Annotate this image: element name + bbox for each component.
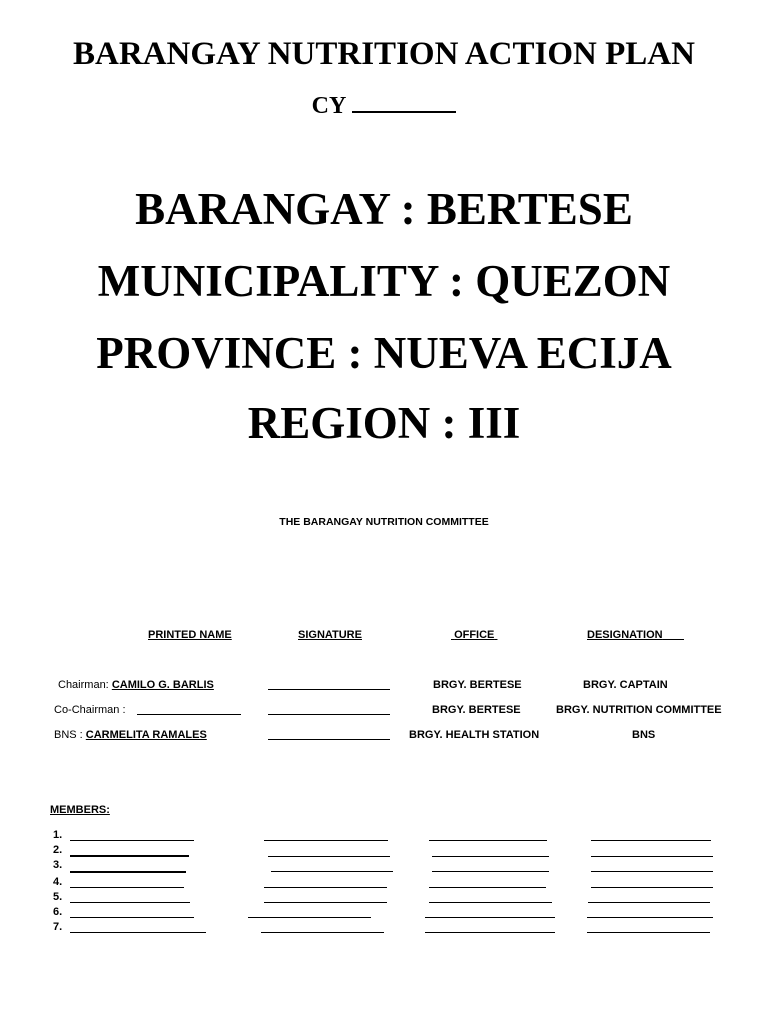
officer-office: BRGY. BERTESE bbox=[432, 704, 521, 716]
role-label: Chairman: bbox=[58, 679, 109, 691]
member-number: 1. bbox=[53, 829, 63, 841]
member-office-line bbox=[432, 871, 549, 872]
cy-blank bbox=[352, 91, 456, 113]
officer-designation: BRGY. CAPTAIN bbox=[583, 679, 668, 691]
member-designation-line bbox=[591, 856, 713, 857]
municipality-line: MUNICIPALITY : QUEZON bbox=[97, 256, 671, 306]
role-label: Co-Chairman : bbox=[54, 704, 126, 716]
officer-row-chairman bbox=[58, 679, 214, 691]
barangay-line: BARANGAY : BERTESE bbox=[135, 184, 633, 234]
member-office-line bbox=[429, 902, 552, 903]
member-designation-line bbox=[591, 887, 713, 888]
province-line: PROVINCE : NUEVA ECIJA bbox=[96, 328, 672, 378]
member-number: 3. bbox=[53, 859, 63, 871]
member-number: 7. bbox=[53, 921, 63, 933]
col-office: OFFICE bbox=[454, 629, 495, 641]
member-designation-line bbox=[591, 840, 711, 841]
member-office-line bbox=[425, 932, 555, 933]
document-title: BARANGAY NUTRITION ACTION PLAN bbox=[73, 36, 695, 72]
officer-row-bns bbox=[54, 729, 207, 741]
member-signature-line bbox=[248, 917, 371, 918]
officer-office: BRGY. HEALTH STATION bbox=[409, 729, 540, 741]
officer-name: CAMILO G. BARLIS bbox=[111, 679, 214, 691]
member-name-line bbox=[70, 902, 190, 903]
member-number: 6. bbox=[53, 906, 63, 918]
member-name-line bbox=[70, 855, 189, 857]
role-label: BNS : bbox=[54, 729, 83, 741]
member-number: 2. bbox=[53, 844, 63, 856]
col-designation: DESIGNATION bbox=[587, 629, 663, 641]
member-name-line bbox=[70, 840, 194, 841]
member-signature-line bbox=[268, 856, 390, 857]
member-number: 5. bbox=[53, 891, 63, 903]
col-signature: SIGNATURE bbox=[298, 629, 362, 641]
members-label: MEMBERS: bbox=[50, 804, 110, 816]
member-designation-line bbox=[588, 902, 710, 903]
member-name-line bbox=[70, 871, 186, 873]
member-name-line bbox=[70, 887, 184, 888]
member-signature-line bbox=[271, 871, 393, 872]
name-blank-line bbox=[137, 714, 241, 715]
signature-line bbox=[268, 739, 390, 740]
cy-label: CY bbox=[311, 93, 347, 119]
member-designation-line bbox=[591, 871, 713, 872]
member-number: 4. bbox=[53, 876, 63, 888]
region-line: REGION : III bbox=[247, 398, 521, 448]
signature-line bbox=[268, 689, 390, 690]
member-office-line bbox=[429, 840, 547, 841]
member-name-line bbox=[70, 917, 194, 918]
member-signature-line bbox=[264, 887, 387, 888]
member-signature-line bbox=[264, 902, 387, 903]
signature-line bbox=[268, 714, 390, 715]
member-signature-line bbox=[261, 932, 384, 933]
officer-designation: BNS bbox=[632, 729, 656, 741]
member-designation-line bbox=[587, 917, 713, 918]
officer-name: CARMELITA RAMALES bbox=[85, 729, 207, 741]
member-office-line bbox=[429, 887, 546, 888]
officer-designation: BRGY. NUTRITION COMMITTEE bbox=[556, 704, 722, 716]
col-printed-name: PRINTED NAME bbox=[148, 629, 232, 641]
member-name-line bbox=[70, 932, 206, 933]
member-signature-line bbox=[264, 840, 388, 841]
member-office-line bbox=[432, 856, 549, 857]
officer-office: BRGY. BERTESE bbox=[433, 679, 522, 691]
officer-row-cochairman bbox=[54, 704, 126, 716]
member-office-line bbox=[425, 917, 555, 918]
committee-heading: THE BARANGAY NUTRITION COMMITTEE bbox=[279, 516, 489, 528]
member-designation-line bbox=[587, 932, 710, 933]
cy-line bbox=[0, 91, 768, 120]
